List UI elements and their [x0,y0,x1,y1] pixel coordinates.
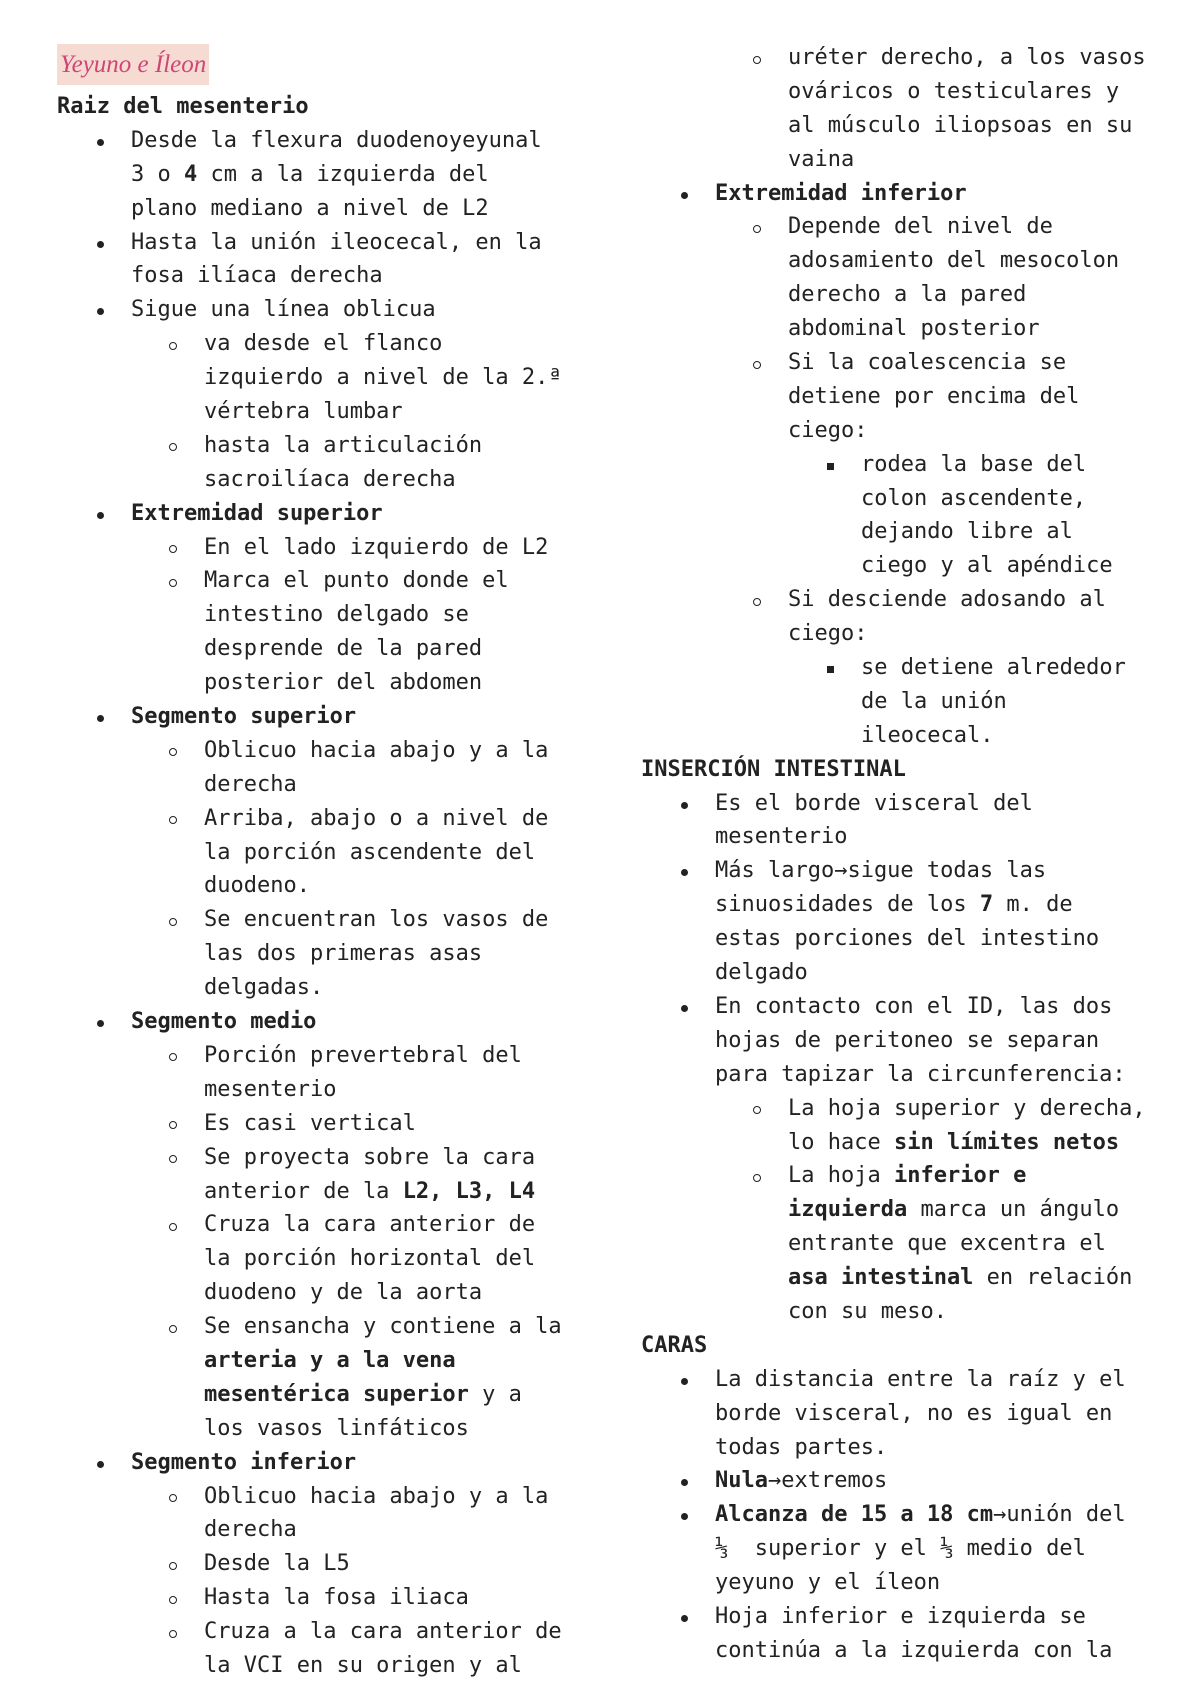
text-line [131,293,597,327]
text-segment: la VCI en su origen y al [204,1652,522,1678]
text-segment: anterior de la [204,1178,403,1204]
text-line [204,1107,597,1141]
text-segment: Se encuentran los vasos de [204,907,549,933]
text-segment: ileocecal. [861,722,994,748]
text-segment: La distancia entre la raíz y el [715,1366,1126,1392]
bold-text: arteria y a la vena [204,1347,456,1373]
sub-bullet-item [57,564,597,700]
text-line [788,109,1191,143]
text-segment: Más largo→sigue todas las [715,858,1047,884]
text-segment: ciego: [788,621,868,647]
text-line [204,734,597,768]
text-line [788,1227,1191,1261]
text-segment: Sigue una línea oblicua [131,297,436,323]
text-line [204,1175,597,1209]
sub-bullet-item [641,1092,1191,1160]
text-segment: Desde la L5 [204,1551,350,1577]
text-line [788,617,1191,651]
text-line [715,177,1191,211]
text-segment: delgadas. [204,975,324,1001]
text-segment: Cruza a la cara anterior de [204,1619,562,1645]
text-line [204,1242,597,1276]
text-line [204,1649,597,1683]
text-segment: La hoja [788,1163,894,1189]
circle-bullet-icon [753,225,761,233]
text-line [204,1513,597,1547]
bullet-item [57,226,597,294]
text-segment: En el lado izquierdo de L2 [204,534,549,560]
bold-text: sin límites netos [893,1129,1120,1155]
section-heading [641,1329,1191,1363]
text-segment: Se proyecta sobre la cara [204,1144,536,1170]
text-line [715,922,1191,956]
text-line [57,90,597,124]
bullet-item [57,293,597,327]
text-line [204,1581,597,1615]
text-line [204,598,597,632]
text-segment: sinuosidades de los [715,892,980,918]
bold-text: 4 [183,161,198,187]
text-segment: delgado [715,960,808,986]
text-line [788,380,1191,414]
text-line [861,549,1191,583]
circle-bullet-icon [169,1155,177,1163]
text-line [204,632,597,666]
text-line [715,820,1191,854]
sub-bullet-item [57,531,597,565]
text-line [204,429,597,463]
sub-bullet-item [57,1547,597,1581]
text-segment: de la unión [861,688,1007,714]
sub-bullet-item [57,1480,597,1548]
text-line [861,448,1191,482]
text-segment: los vasos linfáticos [204,1415,469,1441]
sub-bullet-item [57,734,597,802]
bullet-item [641,177,1191,211]
text-segment: ⅓ superior y el ⅓ medio del [715,1536,1086,1562]
text-segment: fosa ilíaca derecha [131,263,383,289]
text-line [204,1208,597,1242]
text-segment: con su meso. [788,1298,947,1324]
text-line [788,143,1191,177]
left-column [57,90,597,1683]
text-segment: m. de [993,892,1073,918]
text-segment: Cruza la cara anterior de [204,1212,536,1238]
square-bullet-icon [827,463,834,470]
text-segment: 3 o [131,161,184,187]
text-line [715,888,1191,922]
text-segment: Hasta la fosa iliaca [204,1585,469,1611]
text-line [204,666,597,700]
bold-text: Alcanza de 15 a 18 cm [715,1502,994,1528]
text-segment: izquierdo a nivel de la 2.ª [204,365,562,391]
disc-bullet-icon [681,1378,688,1385]
text-segment: Depende del nivel de [788,214,1053,240]
bold-text: asa intestinal [788,1265,974,1291]
text-segment: yeyuno y el íleon [715,1570,941,1596]
bullet-item [641,854,1191,990]
text-segment: →extremos [767,1468,888,1494]
bullet-item [641,990,1191,1092]
circle-bullet-icon [169,1121,177,1129]
text-line [788,1193,1191,1227]
bold-text: 7 [979,892,994,918]
text-line [788,278,1191,312]
text-segment: hojas de peritoneo se separan [715,1027,1100,1053]
text-line [204,1276,597,1310]
text-line [788,1261,1191,1295]
text-segment: ciego y al apéndice [861,553,1113,579]
text-line [204,564,597,598]
disc-bullet-icon [681,1615,688,1622]
text-segment: Marca el punto donde el [204,568,509,594]
text-line [715,1498,1191,1532]
bold-text: inferior e [893,1163,1027,1189]
bold-text: mesentérica superior [204,1381,469,1407]
text-line [204,1344,597,1378]
bullet-item [641,1600,1191,1668]
circle-bullet-icon [753,598,761,606]
text-segment: sacroilíaca derecha [204,466,456,492]
text-line [715,990,1191,1024]
circle-bullet-icon [169,1630,177,1638]
circle-bullet-icon [169,1325,177,1333]
text-line [861,685,1191,719]
bullet-item [57,1005,597,1039]
text-segment: Es casi vertical [204,1110,416,1136]
text-line [788,210,1191,244]
text-line [788,41,1191,75]
text-segment: se detiene alrededor [861,655,1126,681]
text-line [131,158,597,192]
sub-bullet-item [57,903,597,1005]
text-segment: mesenterio [204,1076,337,1102]
bold-text: Nula [715,1468,768,1494]
text-segment: derecha [204,1517,297,1543]
text-segment: vértebra lumbar [204,399,403,425]
text-line [861,719,1191,753]
disc-bullet-icon [681,1513,688,1520]
text-segment: en relación [973,1265,1133,1291]
text-segment: Se ensancha y contiene a la [204,1314,562,1340]
text-line [204,1480,597,1514]
sub-bullet-item [57,327,597,429]
disc-bullet-icon [97,715,104,722]
sub-bullet-item [57,1039,597,1107]
bullet-item [641,1464,1191,1498]
text-line [715,1024,1191,1058]
bold-text: Segmento inferior [131,1449,357,1475]
sub-bullet-item [57,1107,597,1141]
text-line [715,1566,1191,1600]
text-line [204,463,597,497]
section-heading [57,90,597,124]
text-line [788,414,1191,448]
text-line [204,1141,597,1175]
disc-bullet-icon [97,308,104,315]
circle-bullet-icon [169,1053,177,1061]
bold-text: Segmento superior [131,704,357,730]
disc-bullet-icon [681,192,688,199]
text-line [715,1600,1191,1634]
text-segment: lo hace [788,1129,894,1155]
text-segment: y a [468,1381,522,1407]
text-segment: →unión del [993,1502,1126,1528]
text-segment: detiene por encima del [788,383,1080,409]
text-line [131,1005,597,1039]
text-segment: Si la coalescencia se [788,350,1067,376]
text-segment: posterior del abdomen [204,670,483,696]
text-line [131,192,597,226]
text-line [204,869,597,903]
page-title: Yeyuno e Íleon [57,44,209,85]
circle-bullet-icon [169,1223,177,1231]
text-line [204,361,597,395]
circle-bullet-icon [169,1596,177,1604]
circle-bullet-icon [169,816,177,824]
text-segment: derecha [204,771,297,797]
circle-bullet-icon [753,1174,761,1182]
text-line [131,1446,597,1480]
text-segment: todas partes. [715,1434,888,1460]
circle-bullet-icon [753,56,761,64]
bold-text: L2, L3, L4 [402,1178,536,1204]
sub-bullet-item [641,1159,1191,1328]
text-line [715,854,1191,888]
sub-bullet-item [641,210,1191,346]
sub-bullet-item [57,1208,597,1310]
text-segment: plano mediano a nivel de L2 [131,195,489,221]
bold-text: Extremidad inferior [715,180,967,206]
text-line [204,903,597,937]
text-line [788,312,1191,346]
disc-bullet-icon [97,139,104,146]
text-line [788,1159,1191,1193]
text-line [788,1126,1191,1160]
text-segment: continúa a la izquierda con la [715,1637,1113,1663]
text-line [131,700,597,734]
text-segment: estas porciones del intestino [715,926,1100,952]
circle-bullet-icon [169,748,177,756]
disc-bullet-icon [681,802,688,809]
circle-bullet-icon [169,579,177,587]
text-line [131,226,597,260]
text-segment: cm a la izquierda del [197,161,489,187]
text-line [204,1547,597,1581]
text-line [204,327,597,361]
text-segment: rodea la base del [861,451,1087,477]
disc-bullet-icon [97,1020,104,1027]
text-line [131,124,597,158]
text-segment: Desde la flexura duodenoyeyunal [131,127,542,153]
text-line [715,1363,1191,1397]
sub-bullet-item [57,1141,597,1209]
sub-bullet-item [57,802,597,904]
text-line [861,651,1191,685]
bold-text: Segmento medio [131,1009,317,1035]
circle-bullet-icon [169,443,177,451]
text-segment: duodeno. [204,873,310,899]
text-segment: uréter derecho, a los vasos [788,45,1146,70]
bullet-item [641,1363,1191,1465]
text-line [204,1615,597,1649]
text-segment: Arriba, abajo o a nivel de [204,805,549,831]
circle-bullet-icon [169,918,177,926]
sub-bullet-item [57,1310,597,1446]
text-line [861,482,1191,516]
bullet-item [641,1498,1191,1600]
text-segment: Oblicuo hacia abajo y a la [204,1483,549,1509]
bullet-item [57,1446,597,1480]
bold-text: Raiz del mesenterio [57,94,309,119]
sub-sub-bullet-item [641,448,1191,584]
bullet-item [641,787,1191,855]
text-line [204,1073,597,1107]
circle-bullet-icon [169,1562,177,1570]
text-line [715,787,1191,821]
text-line [715,1058,1191,1092]
text-line [788,244,1191,278]
text-segment: duodeno y de la aorta [204,1280,483,1306]
text-line [204,395,597,429]
sub-bullet-item [641,583,1191,651]
sub-bullet-item [57,429,597,497]
text-line [861,515,1191,549]
text-segment: va desde el flanco [204,331,443,357]
text-line [131,497,597,531]
circle-bullet-icon [169,342,177,350]
text-segment: marca un ángulo [907,1197,1120,1223]
circle-bullet-icon [753,361,761,369]
text-line [131,259,597,293]
disc-bullet-icon [97,241,104,248]
bullet-item [57,124,597,226]
text-line [204,768,597,802]
text-segment: derecho a la pared [788,282,1027,308]
text-line [715,1431,1191,1465]
text-segment: Es el borde visceral del [715,790,1033,816]
text-line [641,753,1191,787]
text-line [788,75,1191,109]
bold-text: INSERCIÓN INTESTINAL [641,756,906,782]
text-line [715,1397,1191,1431]
section-heading [641,753,1191,787]
text-line [204,1039,597,1073]
bold-text: izquierda [788,1197,908,1223]
text-segment: entrante que excentra el [788,1231,1106,1257]
disc-bullet-icon [681,1479,688,1486]
sub-bullet-item [57,1581,597,1615]
text-segment: las dos primeras asas [204,941,483,967]
text-segment: colon ascendente, [861,485,1087,511]
sub-sub-bullet-item [641,651,1191,753]
circle-bullet-icon [753,1106,761,1114]
text-segment: vaina [788,146,855,172]
text-line [204,971,597,1005]
text-line [204,836,597,870]
text-segment: abdominal posterior [788,316,1040,342]
bullet-item [57,700,597,734]
text-segment: desprende de la pared [204,636,483,662]
text-segment: la porción horizontal del [204,1246,536,1272]
text-line [788,1295,1191,1329]
text-segment: En contacto con el ID, las dos [715,993,1113,1019]
text-segment: mesenterio [715,824,848,850]
bold-text: Extremidad superior [131,500,383,526]
text-line [788,346,1191,380]
text-line [204,802,597,836]
disc-bullet-icon [97,1461,104,1468]
text-segment: ciego: [788,417,868,443]
text-segment: al músculo iliopsoas en su [788,112,1133,138]
circle-bullet-icon [169,545,177,553]
square-bullet-icon [827,666,834,673]
text-line [788,1092,1191,1126]
disc-bullet-icon [97,512,104,519]
text-segment: dejando libre al [861,519,1073,545]
text-segment: intestino delgado se [204,602,469,628]
text-line [204,1412,597,1446]
bullet-item [57,497,597,531]
text-line [715,1464,1191,1498]
text-segment: para tapizar la circunferencia: [715,1061,1126,1087]
text-segment: La hoja superior y derecha, [788,1095,1146,1121]
circle-bullet-icon [169,1494,177,1502]
text-line [204,1378,597,1412]
text-segment: ováricos o testiculares y [788,78,1120,104]
bold-text: CARAS [641,1332,708,1358]
text-line [715,1532,1191,1566]
text-line [788,583,1191,617]
text-segment: Porción prevertebral del [204,1042,522,1068]
text-line [204,937,597,971]
text-segment: Oblicuo hacia abajo y a la [204,737,549,763]
text-segment: adosamiento del mesocolon [788,248,1120,274]
text-line [715,956,1191,990]
text-segment: hasta la articulación [204,432,483,458]
text-segment: Si desciende adosando al [788,587,1106,613]
text-line [204,1310,597,1344]
text-segment: la porción ascendente del [204,839,536,865]
disc-bullet-icon [681,1005,688,1012]
text-segment: borde visceral, no es igual en [715,1400,1113,1426]
text-line [641,1329,1191,1363]
sub-bullet-item [641,346,1191,448]
text-segment: Hasta la unión ileocecal, en la [131,229,542,255]
right-column [641,41,1191,1668]
disc-bullet-icon [681,869,688,876]
sub-bullet-item [641,41,1191,177]
text-line [204,531,597,565]
sub-bullet-item [57,1615,597,1683]
text-segment: Hoja inferior e izquierda se [715,1603,1086,1629]
text-line [715,1634,1191,1668]
